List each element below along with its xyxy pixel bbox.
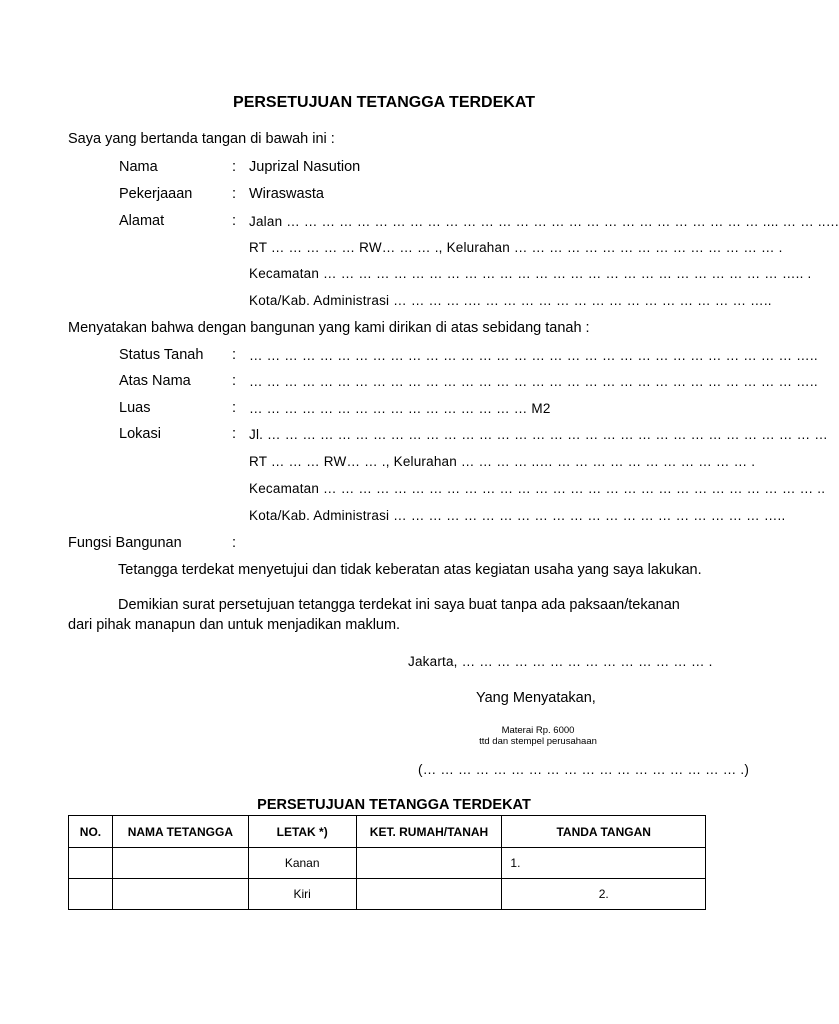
pekerjaan-colon: : <box>232 186 237 202</box>
lokasi-line-1: Jl. … … … … … … … … … … … … … … … … … … … … … … … … … … … … … … … … <box>249 427 828 442</box>
atas-nama-label: Atas Nama <box>119 373 191 389</box>
agreement-text: Tetangga terdekat menyetujui dan tidak keberatan atas kegiatan usaha yang saya lakukan. <box>118 562 702 578</box>
header-nama-tetangga: NAMA TETANGGA <box>112 816 248 848</box>
signature-line: (… … … … … … … … … … … … … … … … … … .) <box>418 762 750 777</box>
neighbor-table <box>68 815 706 910</box>
atas-nama-value: … … … … … … … … … … … … … … … … … … … … … … … … … … … … … … … ….. <box>249 374 818 389</box>
luas-colon: : <box>232 400 237 416</box>
alamat-colon: : <box>232 213 237 229</box>
table-title: PERSETUJUAN TETANGGA TERDEKAT <box>257 797 531 813</box>
closing-line-1: Demikian surat persetujuan tetangga terdekat ini saya buat tanpa ada paksaan/tekanan <box>118 597 680 613</box>
lokasi-label: Lokasi <box>119 426 161 442</box>
cell-no <box>69 879 113 910</box>
document-title: PERSETUJUAN TETANGGA TERDEKAT <box>233 94 535 111</box>
status-tanah-value: … … … … … … … … … … … … … … … … … … … … … … … … … … … … … … … ….. <box>249 348 818 363</box>
status-tanah-label: Status Tanah <box>119 347 204 363</box>
header-letak: LETAK *) <box>248 816 356 848</box>
table-header-row <box>69 816 706 848</box>
cell-tanda-tangan: 2. <box>502 879 706 910</box>
lokasi-line-2: RT … … … RW… … ., Kelurahan … … … … ..… … … … … … … … … … … … . <box>249 454 756 469</box>
statement-text: Menyatakan bahwa dengan bangunan yang kami dirikan di atas sebidang tanah : <box>68 320 590 336</box>
cell-tanda-tangan: 1. <box>502 848 706 879</box>
alamat-line-1: Jalan … … … … … … … … … … … … … … … … … … … … … … … … … … … .... … … ..… <box>249 214 839 229</box>
ttd-stempel-text: ttd dan stempel perusahaan <box>479 736 597 747</box>
alamat-line-2: RT … … … … … RW… … … ., Kelurahan … … … … … … … … … … … … … … … . <box>249 240 783 255</box>
table-row <box>69 879 706 910</box>
alamat-line-4: Kota/Kab. Administrasi … … … … .… … … … … … … … … … … … … … … … ….. <box>249 293 772 308</box>
nama-colon: : <box>232 159 237 175</box>
header-tanda-tangan: TANDA TANGAN <box>502 816 706 848</box>
fungsi-bangunan-colon: : <box>232 535 237 551</box>
cell-ket <box>356 879 502 910</box>
nama-value: Juprizal Nasution <box>249 159 361 175</box>
signer-title: Yang Menyatakan, <box>476 690 596 706</box>
fungsi-bangunan-label: Fungsi Bangunan <box>68 535 182 551</box>
intro-text: Saya yang bertanda tangan di bawah ini : <box>68 131 335 147</box>
luas-value: … … … … … … … … … … … … … … … … M2 <box>249 401 551 416</box>
materai-text: Materai Rp. 6000 <box>501 725 575 736</box>
cell-nama <box>112 848 248 879</box>
cell-no <box>69 848 113 879</box>
alamat-label: Alamat <box>119 213 165 229</box>
cell-nama <box>112 879 248 910</box>
closing-line-2: dari pihak manapun dan untuk menjadikan maklum. <box>68 617 401 633</box>
status-tanah-colon: : <box>232 347 237 363</box>
nama-label: Nama <box>119 159 158 175</box>
place-date: Jakarta, … … … … … … … … … … … … … … . <box>408 654 713 669</box>
cell-letak: Kanan <box>248 848 356 879</box>
alamat-line-3: Kecamatan … … … … … … … … … … … … … … … … … … … … … … … … … … ….. . <box>249 266 812 281</box>
luas-label: Luas <box>119 400 151 416</box>
pekerjaan-label: Pekerjaaan <box>119 186 193 202</box>
table-row <box>69 848 706 879</box>
lokasi-colon: : <box>232 426 237 442</box>
cell-letak: Kiri <box>248 879 356 910</box>
atas-nama-colon: : <box>232 373 237 389</box>
header-ket-rumah-tanah: KET. RUMAH/TANAH <box>356 816 502 848</box>
lokasi-line-4: Kota/Kab. Administrasi … … … … … … … … … … … … … … … … … … … … … ….. <box>249 508 786 523</box>
pekerjaan-value: Wiraswasta <box>249 186 324 202</box>
lokasi-line-3: Kecamatan … … … … … … … … … … … … … … … … … … … … … … … … … … … … .. <box>249 481 826 496</box>
cell-ket <box>356 848 502 879</box>
header-no: NO. <box>69 816 113 848</box>
